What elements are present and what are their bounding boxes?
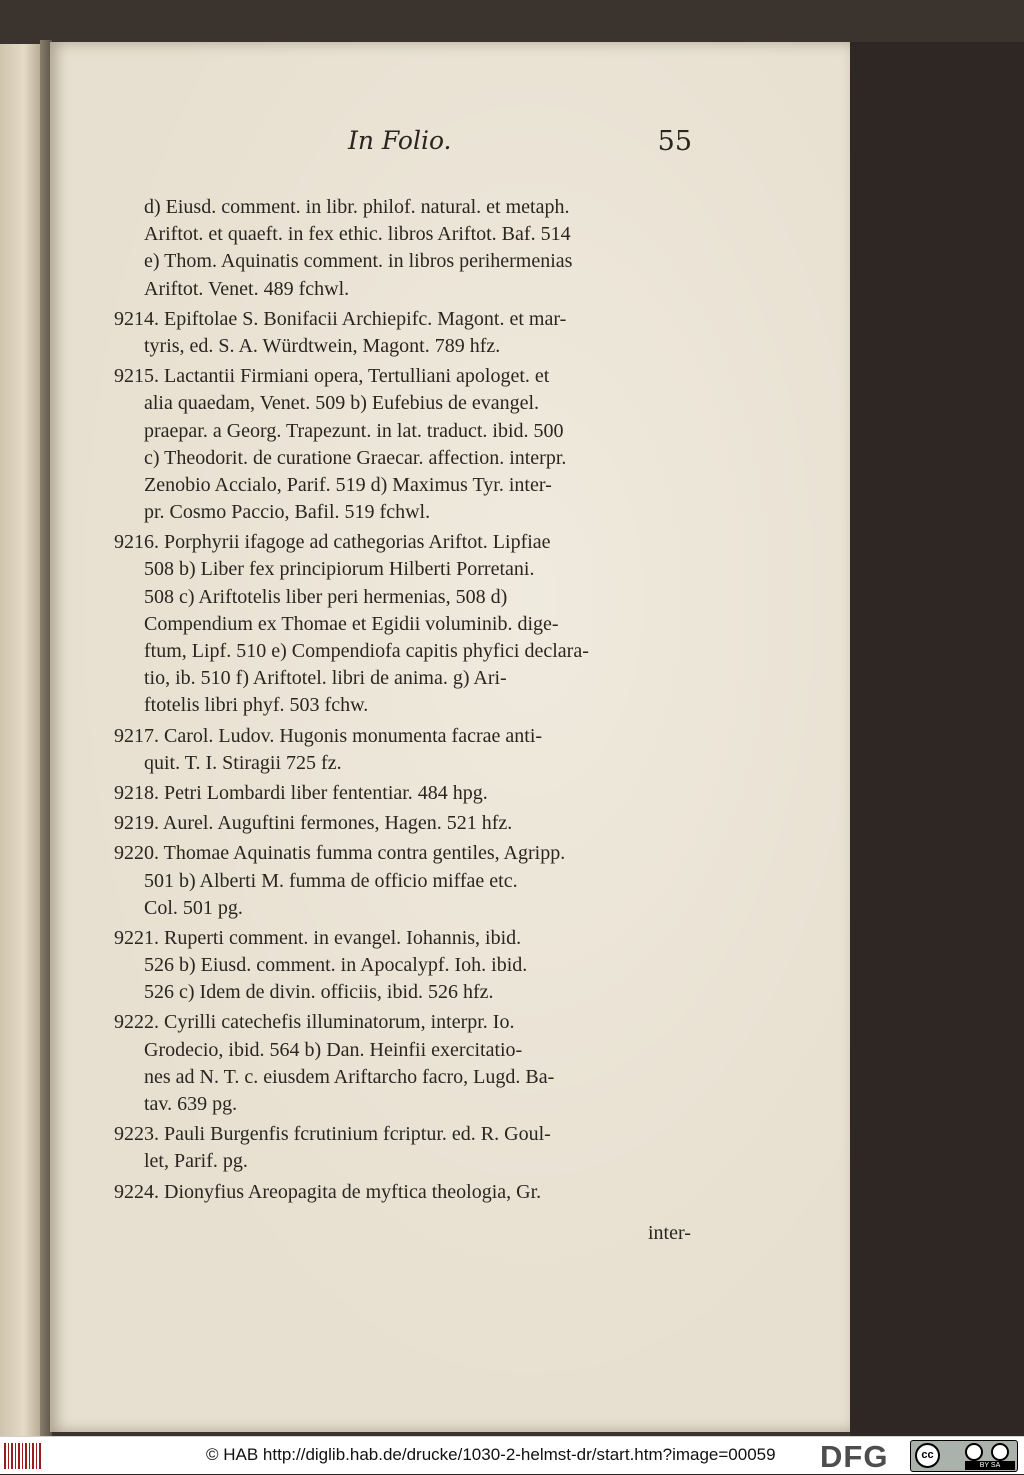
catalog-entry [114, 529, 704, 719]
entry-line: Col. 501 pg. [144, 896, 243, 919]
cc-by-sa-icon[interactable] [910, 1440, 1018, 1472]
entry-line: 508 c) Ariftotelis liber peri hermenias, 508 d) [144, 585, 508, 608]
catalog-entry [114, 306, 704, 360]
dfg-logo[interactable]: DFG [820, 1439, 889, 1474]
entry-line: 9219. Aurel. Auguftini fermones, Hagen. 521 hfz. [114, 812, 513, 835]
entry-line: Ariftot. et quaeft. in fex ethic. libros Ariftot. Baf. 514 [144, 223, 571, 246]
entry-line: 526 b) Eiusd. comment. in Apocalypf. Ioh. ibid. [144, 954, 528, 977]
entry-line: 9215. Lactantii Firmiani opera, Tertulliani apologet. et [114, 365, 550, 388]
license-label: BY SA [965, 1461, 1015, 1470]
catalog-entry [114, 810, 704, 837]
entry-line: 9216. Porphyrii ifagoge ad cathegorias Ariftot. Lipfiae [114, 531, 551, 554]
entry-line: Zenobio Accialo, Parif. 519 d) Maximus Tyr. inter- [144, 473, 552, 496]
hab-barcode-icon [4, 1443, 42, 1469]
attribution-icon [965, 1443, 983, 1461]
entry-line: Ariftot. Venet. 489 fchwl. [144, 277, 350, 300]
running-title: In Folio. [348, 126, 452, 155]
left-page-edge [0, 44, 40, 1436]
catalog-entries [114, 194, 704, 1209]
page-header [300, 126, 700, 166]
entry-line: 9224. Dionyfius Areopagita de myftica theologia, Gr. [114, 1180, 542, 1203]
catalog-entry [114, 194, 704, 303]
catalog-entry [114, 1009, 704, 1118]
entry-line: 9214. Epiftolae S. Bonifacii Archiepifc. Magont. et mar- [114, 307, 567, 330]
share-alike-icon [991, 1443, 1009, 1461]
page-number: 55 [657, 126, 692, 157]
entry-line: ftum, Lipf. 510 e) Compendiofa capitis phyfici declara- [144, 640, 589, 662]
entry-line: praepar. a Georg. Trapezunt. in lat. traduct. ibid. 500 [144, 419, 564, 442]
entry-line: pr. Cosmo Paccio, Bafil. 519 fchwl. [144, 501, 431, 524]
entry-line: 9221. Ruperti comment. in evangel. Iohannis, ibid. [114, 926, 522, 949]
entry-line: Grodecio, ibid. 564 b) Dan. Heinfii exercitatio- [144, 1038, 523, 1061]
catalog-entry [114, 925, 704, 1007]
entry-line: 501 b) Alberti M. fumma de officio miffae etc. [144, 869, 518, 892]
entry-line: Compendium ex Thomae et Egidii voluminib. dige- [144, 612, 559, 635]
background-right [850, 42, 1024, 1436]
catalog-entry [114, 363, 704, 526]
entry-line: 508 b) Liber fex principiorum Hilberti Porretani. [144, 558, 535, 581]
entry-line: tav. 639 pg. [144, 1093, 238, 1115]
catalog-entry [114, 723, 704, 777]
entry-line: 9218. Petri Lombardi liber fententiar. 484 hpg. [114, 781, 488, 804]
entry-line: tio, ib. 510 f) Ariftotel. libri de anima. g) Ari- [144, 667, 507, 690]
viewer-footer [0, 1436, 1024, 1474]
entry-line: tyris, ed. S. A. Würdtwein, Magont. 789 hfz. [144, 334, 501, 357]
catalog-entry [114, 1121, 704, 1175]
entry-line: c) Theodorit. de curatione Graecar. affection. interpr. [144, 446, 567, 469]
copyright-url[interactable]: © HAB http://diglib.hab.de/drucke/1030-2-helmst-dr/start.htm?image=00059 [206, 1445, 776, 1464]
entry-line: alia quaedam, Venet. 509 b) Eufebius de evangel. [144, 392, 540, 415]
entry-line: quit. T. I. Stiragii 725 fz. [144, 751, 342, 774]
entry-line: ftotelis libri phyf. 503 fchw. [144, 694, 369, 717]
entry-line: nes ad N. T. c. eiusdem Ariftarcho facro, Lugd. Ba- [144, 1065, 555, 1088]
entry-line: 526 c) Idem de divin. officiis, ibid. 526 hfz. [144, 981, 494, 1004]
entry-line: 9217. Carol. Ludov. Hugonis monumenta facrae anti- [114, 724, 543, 747]
entry-line: e) Thom. Aquinatis comment. in libros perihermenias [144, 250, 573, 273]
catalog-entry [114, 1179, 704, 1206]
entry-line: 9223. Pauli Burgenfis fcrutinium fcriptur. ed. R. Goul- [114, 1123, 551, 1146]
entry-line: 9222. Cyrilli catechefis illuminatorum, interpr. Io. [114, 1011, 515, 1034]
catalog-entry [114, 840, 704, 922]
catalog-entry [114, 780, 704, 807]
cc-icon: cc [915, 1443, 940, 1468]
catchword: inter- [648, 1222, 691, 1244]
entry-line: 9220. Thomae Aquinatis fumma contra gentiles, Agripp. [114, 842, 566, 865]
entry-line: d) Eiusd. comment. in libr. philof. natural. et metaph. [144, 196, 570, 218]
entry-line: let, Parif. pg. [144, 1150, 248, 1173]
